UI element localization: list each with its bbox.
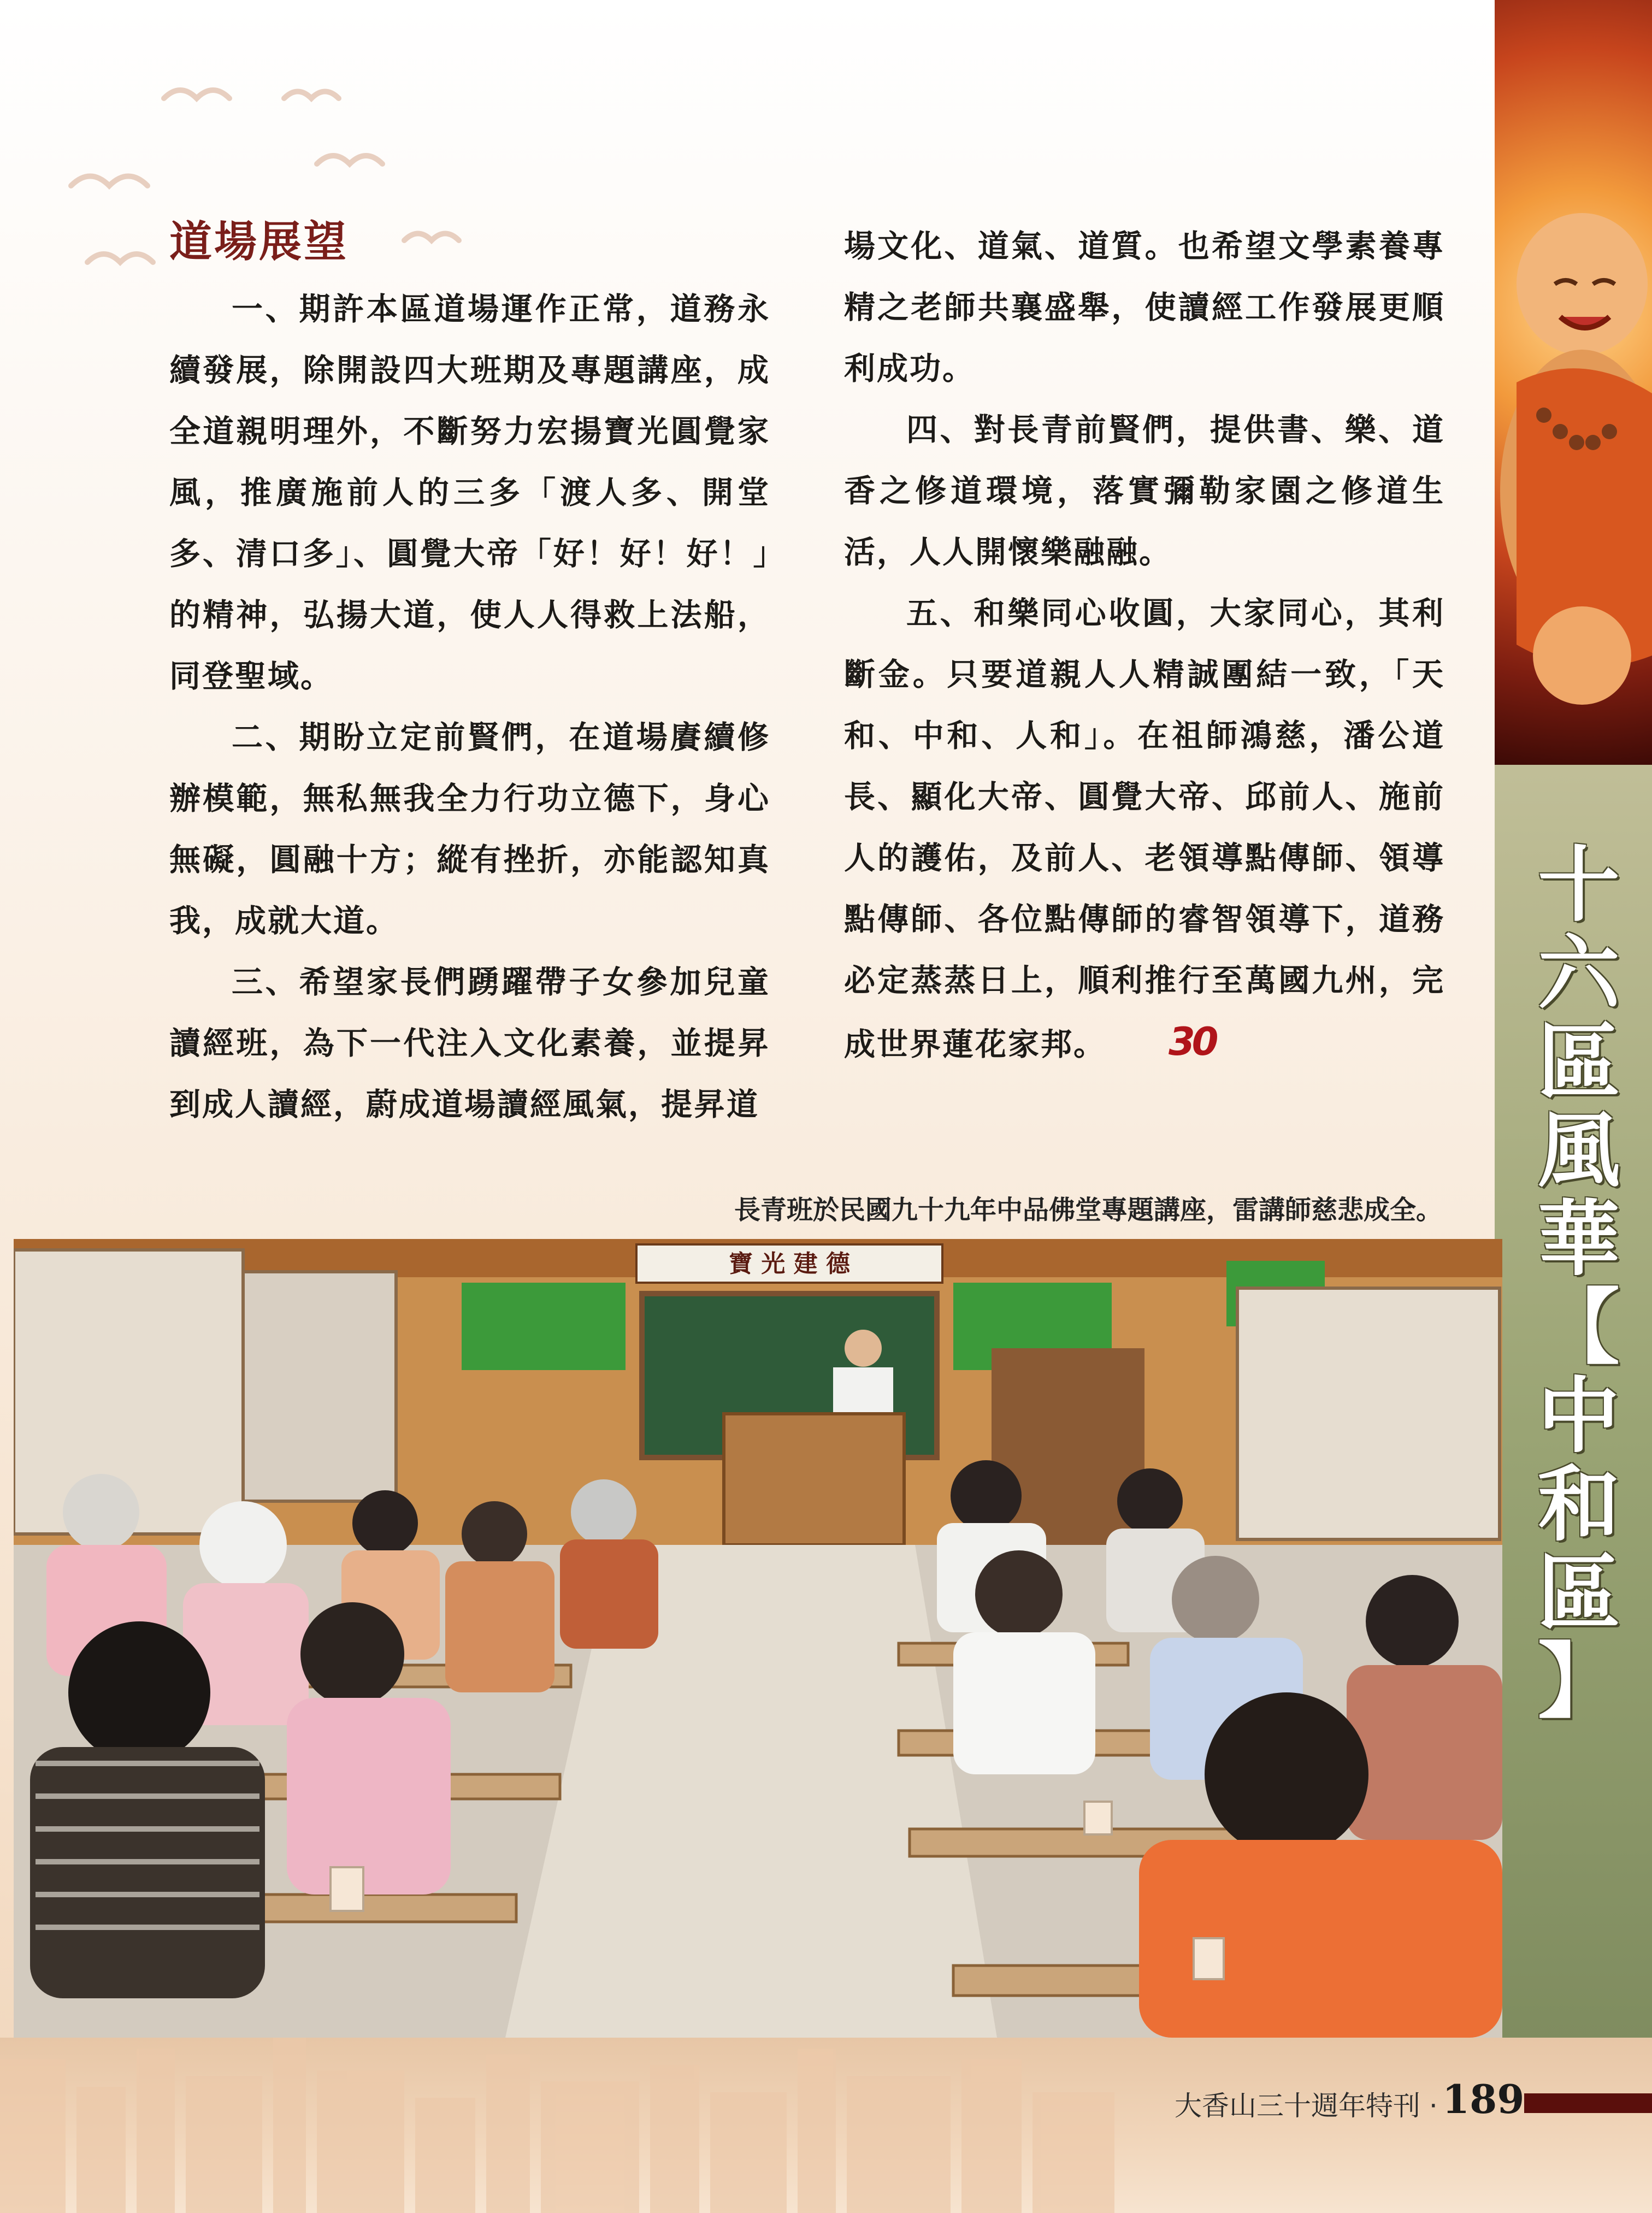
side-title-char: 六 bbox=[1537, 926, 1620, 1022]
page-number: 189 bbox=[1442, 2076, 1525, 2122]
side-title-char: 【 bbox=[1537, 1280, 1620, 1376]
paragraph: 一、期許本區道場運作正常，道務永續發展，除開設四大班期及專題講座，成全道親明理外，不斷努力宏揚寶光圓覺家風，推廣施前人的三多「渡人多、開堂多、清口多」、圓覺大帝「好！好！好！」的精神，弘揚大道，使人人得救上法船，同登聖域。 bbox=[169, 291, 770, 694]
side-title-char: 和 bbox=[1537, 1457, 1620, 1553]
side-title-char: 區 bbox=[1537, 1546, 1620, 1641]
side-title-char: 中 bbox=[1537, 1369, 1620, 1464]
publication-name: 大香山三十週年特刊 · bbox=[1175, 2090, 1438, 2122]
text-column-right bbox=[844, 216, 1445, 1075]
photo-banner-text: 寶 光 建 德 bbox=[729, 1250, 850, 1278]
side-title-char: 區 bbox=[1537, 1015, 1620, 1110]
side-vertical-title bbox=[1524, 838, 1633, 1730]
paragraph: 場文化、道氣、道質。也希望文學素養專精之老師共襄盛舉，使讀經工作發展更順利成功。 bbox=[844, 228, 1445, 387]
section-title: 道場展望 bbox=[169, 217, 349, 267]
paragraph: 二、期盼立定前賢們，在道場賡續修辦模範，無私無我全力行功立德下，身心無礙，圓融十方；縱有挫折，亦能認知真我，成就大道。 bbox=[169, 719, 770, 939]
paragraph bbox=[844, 583, 1445, 1075]
end-mark-seal: 30 bbox=[1169, 1019, 1216, 1064]
maitreya-buddha-image bbox=[1495, 0, 1652, 765]
side-title-char: 十 bbox=[1537, 838, 1620, 933]
classroom-photo bbox=[14, 1239, 1502, 2038]
text-column-left bbox=[169, 279, 770, 1135]
side-title-char: 風 bbox=[1537, 1103, 1620, 1199]
side-title-char: 華 bbox=[1537, 1192, 1620, 1287]
paragraph-text: 五、和樂同心收圓，大家同心，其利斷金。只要道親人人精誠團結一致，「天和、中和、人和」。在祖師鴻慈，潘公道長、顯化大帝、圓覺大帝、邱前人、施前人的護佑，及前人、老領導點傳師、領導點傳師、各位點傳師的睿智領導下，道務必定蒸蒸日上，順利推行至萬國九州，完成世界蓮花家邦。 bbox=[844, 595, 1445, 1063]
paragraph: 四、對長青前賢們，提供書、樂、道香之修道環境，落實彌勒家園之修道生活，人人開懷樂融融。 bbox=[844, 411, 1445, 570]
paragraph: 三、希望家長們踴躍帶子女參加兒童讀經班，為下一代注入文化素養，並提昇到成人讀經，蔚成道場讀經風氣，提昇道 bbox=[169, 964, 770, 1123]
side-title-char: 】 bbox=[1537, 1634, 1620, 1730]
footer-accent-bar bbox=[1524, 2093, 1652, 2113]
photo-caption: 長青班於民國九十九年中品佛堂專題講座，雷講師慈悲成全。 bbox=[734, 1195, 1442, 1225]
footer-skyline-decoration bbox=[0, 2038, 1652, 2213]
